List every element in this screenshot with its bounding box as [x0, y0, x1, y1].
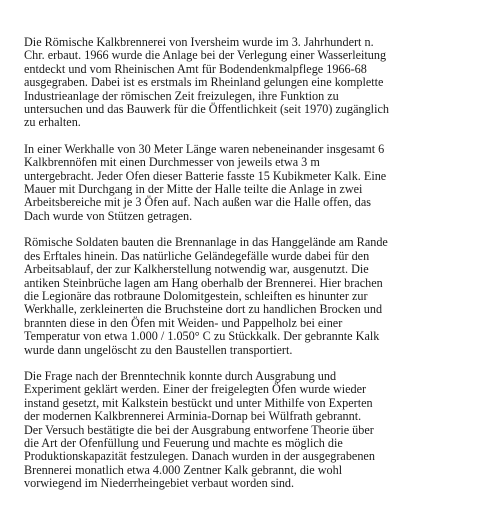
text-line: Experiment geklärt werden. Einer der freigelegten Öfen wurde wieder	[24, 382, 367, 397]
text-line: die Legionäre das rotbraune Dolomitgestein, schleiften es hinunter zur	[24, 288, 368, 303]
text-line: ausgegraben. Dabei ist es erstmals im Rheinland gelungen eine komplette	[24, 75, 384, 90]
text-line: Arbeitsbereiche mit je 3 Öfen auf. Nach außen war die Halle offen, das	[24, 195, 371, 210]
text-line: Brennerei monatlich etwa 4.000 Zentner Kalk gebrannt, die wohl	[24, 462, 343, 477]
text-line: Die Römische Kalkbrennerei von Iversheim wurde im 3. Jahrhundert n.	[24, 35, 374, 49]
paragraph-history	[24, 36, 476, 130]
text-line: die Art der Ofenfüllung und Feuerung und machte es möglich die	[24, 435, 343, 450]
text-line: entdeckt und vom Rheinischen Amt für Bodendenkmalpflege 1966-68	[24, 61, 367, 76]
text-line: antiken Steinbrüche lagen am Hang oberhalb der Brennerei. Hier brachen	[24, 275, 383, 290]
text-line: Mauer mit Durchgang in der Mitte der Halle teilte die Anlage in zwei	[24, 182, 363, 197]
paragraph-soldiers	[24, 236, 476, 357]
text-line: zu erhalten.	[24, 115, 81, 130]
text-line: Der Versuch bestätigte die bei der Ausgrabung entworfene Theorie über	[24, 422, 374, 437]
text-line: untergebracht. Jeder Ofen dieser Batterie fasste 15 Kubikmeter Kalk. Eine	[24, 168, 387, 183]
text-line: instand gesetzt, mit Kalkstein bestückt und unter Mithilfe von Experten	[24, 395, 373, 410]
text-line: des Erftales hinein. Das natürliche Geländegefälle wurde dabei für den	[24, 248, 370, 263]
paragraph-experiment	[24, 370, 476, 491]
text-line: Produktionskapazität festzulegen. Danach wurden in der ausgegrabenen	[24, 449, 375, 464]
text-line: Römische Soldaten bauten die Brennanlage in das Hanggelände am Rande	[24, 235, 388, 250]
text-line: wurde dann ungelöscht zu den Baustellen transportiert.	[24, 342, 293, 357]
text-line: Kalkbrennöfen mit einen Durchmesser von jeweils etwa 3 m	[24, 155, 320, 170]
text-line: In einer Werkhalle von 30 Meter Länge waren nebeneinander insgesamt 6	[24, 141, 385, 156]
text-line: Chr. erbaut. 1966 wurde die Anlage bei der Verlegung einer Wasserleitung	[24, 48, 387, 63]
text-line: vorwiegend im Niederrheingebiet verbaut worden sind.	[24, 476, 295, 491]
paragraph-workhall	[24, 143, 476, 223]
text-line: Die Frage nach der Brenntechnik konnte durch Ausgrabung und	[24, 368, 337, 383]
text-line: Temperatur von etwa 1.000 / 1.050° C zu Stückkalk. Der gebrannte Kalk	[24, 329, 380, 344]
text-line: untersuchen und das Bauwerk für die Öffentlichkeit (seit 1970) zugänglich	[24, 102, 389, 117]
text-line: Dach wurde von Stützen getragen.	[24, 208, 193, 223]
text-line: Werkhalle, zerkleinerten die Bruchsteine dort zu handlichen Brocken und	[24, 302, 383, 317]
text-line: Arbeitsablauf, der zur Kalkherstellung notwendig war, ausgenutzt. Die	[24, 262, 369, 277]
text-line: brannten diese in den Öfen mit Weiden- und Pappelholz bei einer	[24, 315, 343, 330]
text-line: Industrieanlage der römischen Zeit freizulegen, ihre Funktion zu	[24, 88, 339, 103]
document-page	[24, 36, 476, 504]
text-line: der modernen Kalkbrennerei Arminia-Dornap bei Wülfrath gebrannt.	[24, 409, 362, 424]
